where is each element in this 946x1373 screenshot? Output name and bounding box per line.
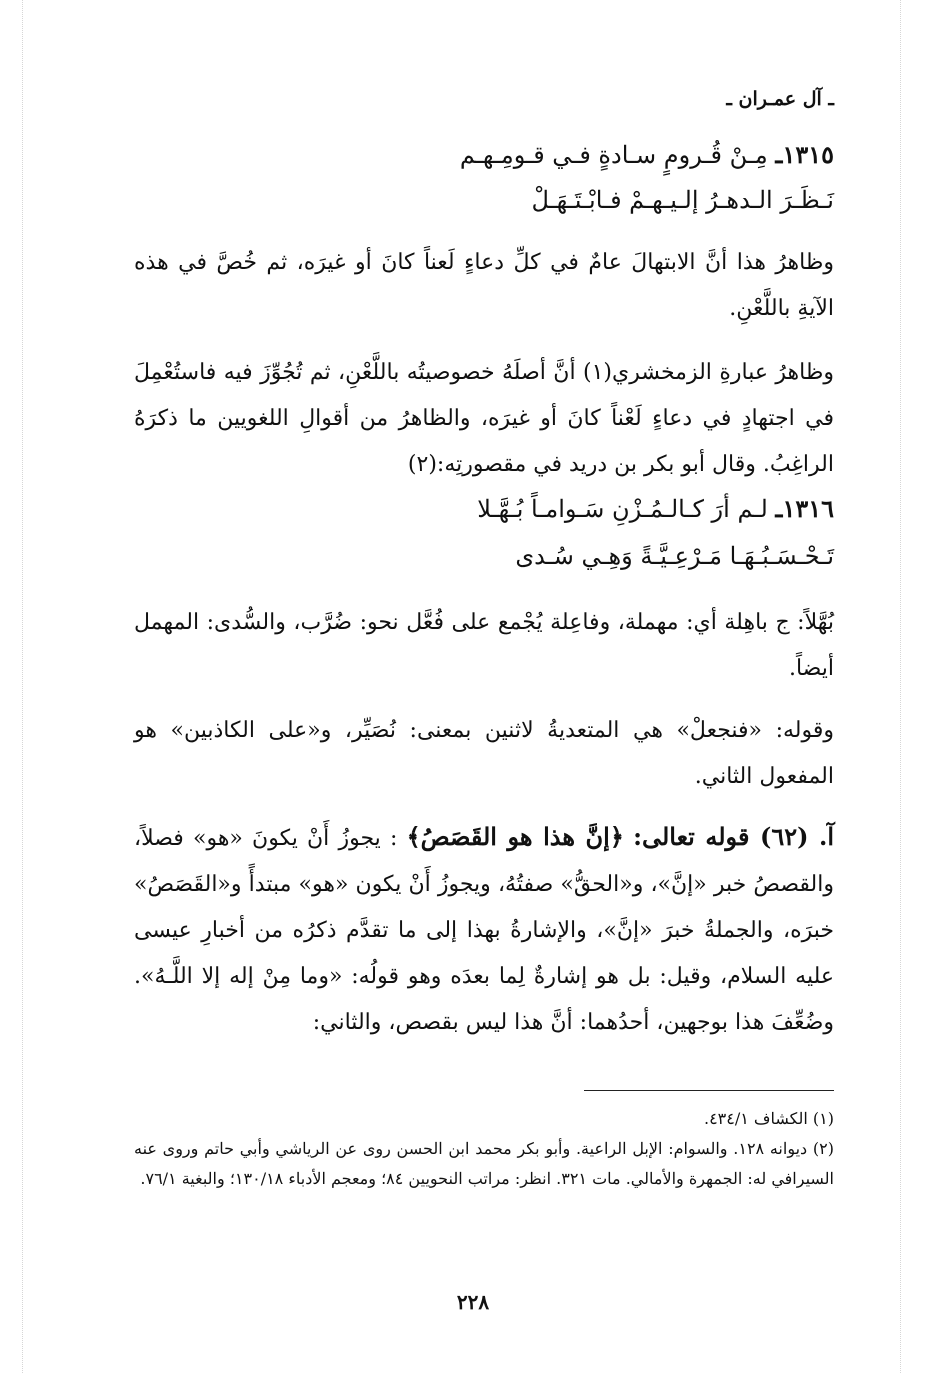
running-head: ـ آل عمـران ـ: [726, 88, 834, 110]
paragraph-4: وقوله: «فنجعلْ» هي المتعديةُ لاثنين بمعنى: نُصَيِّر، و«على الكاذبين» هو المفعول الثاني.: [134, 718, 834, 789]
verse-hemistich: نَـظَـرَ الـدهـرُ إلـيـهـمْ فـابْـتَـهَـلْ: [531, 186, 834, 214]
page-number: ٢٢٨: [456, 1290, 490, 1314]
section-prefix: آ. (٦٢) قوله تعالى:: [633, 822, 835, 851]
verse-1315-line-1: [460, 140, 834, 169]
section-body: : يجوزُ أَنْ يكونَ «هو» فصلاً، والقصصُ خبر «إنَّ»، و«الحقُّ» صفتُهُ، ويجوزُ أَنْ يكون «هو» مبتدأً و«القَصَصُ» خبرَه، والجملةُ خبرَ «إنَّ»، والإشارةُ بهذا إلى ما تقدَّم ذكرُه من أخبارِ عيسى عليه السلام، وقيل: بل هو إشارةٌ لِما بعدَه وهو قولُه: «وما مِنْ إله إلا اللَّـهُ». وضُعِّفَ هذا بوجهين، أحدُهما: أنَّ هذا ليس بقصص، والثاني:: [134, 826, 834, 1035]
paragraph-3: بُهَّلاً: ج باهِلة أي: مهملة، وفاعِلة يُجْمع على فُعَّل نحو: ضُرَّب، والسُّدى: المهمل أيضاً.: [134, 610, 834, 681]
verse-1316-line-1: [477, 494, 834, 523]
footnote-divider: [584, 1090, 834, 1091]
verse-number: ١٣١٥ـ: [775, 140, 834, 169]
paragraph-1: وظاهرُ هذا أنَّ الابتهالَ عامٌ في كلِّ دعاءٍ لَعناً كانَ أو غيرَه، ثم خُصَّ في هذه الآيةِ باللَّعْنِ.: [134, 250, 834, 321]
verse-1315-line-2: [531, 186, 834, 214]
quran-quote: ﴿إنَّ هذا هو القَصَصُ﴾: [406, 822, 624, 851]
verse-1316-line-2: [515, 542, 834, 570]
verse-number: ١٣١٦ـ: [775, 494, 834, 523]
footnote-1: (١) الكشاف ٤٣٤/١.: [703, 1109, 834, 1128]
verse-hemistich: لـم أرَ كـالـمُـزْنِ سَـوامـاً بُـهَّـلا: [477, 495, 768, 523]
footnote-2: (٢) ديوانه ١٢٨. والسوام: الإبل الراعية. وأبو بكر محمد ابن الحسن روى عن الرياشي وأبي حاتم وروى عنه السيرافي له: الجمهرة والأمالي. مات ٣٢١. انظر: مراتب النحويين ٨٤؛ ومعجم الأدباء ١٣٠/١٨؛ والبغية ٧٦/١.: [134, 1139, 834, 1188]
scan-margin-line: [22, 0, 23, 1373]
verse-hemistich: تَـحْـسَـبُـهَـا مَـرْعِـيَّـةً وَهِـي سُـدى: [515, 542, 834, 570]
footnotes: [134, 1104, 834, 1194]
paragraph-2: وظاهرُ عبارةِ الزمخشري(١) أنَّ أصلَهُ خصوصيتُه باللَّعْنِ، ثم تُجُوِّزَ فيه فاستُعْمِلَ في اجتهادٍ في دعاءٍ لَعْناً كانَ أو غيرَه، والظاهرُ من أقوالِ اللغويين ما ذكرَهُ الراغِبُ. وقال أبو بكر بن دريد في مقصورتِه:(٢): [134, 360, 834, 477]
verse-hemistich: مِـنْ قُـرومٍ سـادةٍ فـي قـومِـهـم: [459, 141, 768, 169]
scan-margin-line: [900, 0, 901, 1373]
paragraph-5: [134, 814, 834, 1046]
